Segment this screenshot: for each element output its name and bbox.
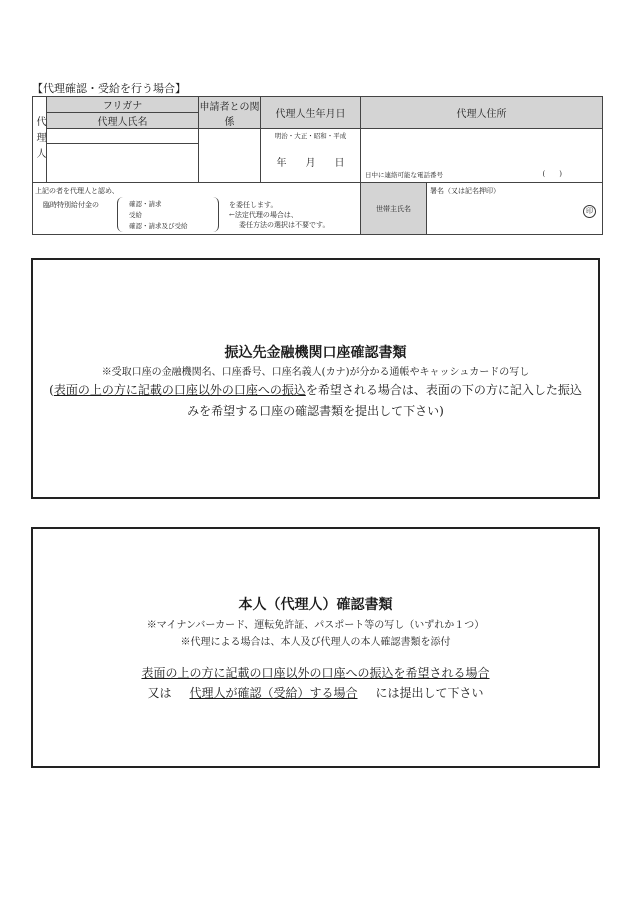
option-confirm-request[interactable]: 確認・請求: [129, 200, 162, 208]
day-label: 日: [334, 158, 345, 169]
legal-note-2: 委任方法の選択は不要です。: [239, 221, 330, 229]
identity-document-title: 本人（代理人）確認書類: [238, 597, 393, 613]
delegation-statement: [33, 183, 361, 235]
agent-name-header: 代理人氏名: [47, 113, 199, 129]
legal-note-1: ←法定代理の場合は、: [229, 211, 298, 219]
bank-document-box: [31, 258, 600, 499]
address-header: 代理人住所: [361, 97, 603, 129]
address-input[interactable]: [361, 129, 603, 183]
birthdate-input[interactable]: [261, 129, 361, 183]
identity-document-note2: ※代理による場合は、本人及び代理人の本人確認書類を添付: [180, 637, 451, 648]
agent-name-input[interactable]: [47, 144, 199, 183]
identity-document-box: [31, 527, 600, 768]
relationship-input[interactable]: [199, 129, 261, 183]
option-confirm-and-receive[interactable]: 確認・請求及び受給: [129, 222, 188, 230]
statement-line2: 臨時特別給付金の: [43, 201, 99, 209]
era-options: 明治・大正・昭和・平成: [274, 132, 347, 140]
option-receive[interactable]: 受給: [129, 211, 142, 219]
agent-vertical-label: 代理人: [33, 97, 47, 183]
agent-form-table: [32, 96, 603, 235]
identity-document-note1: ※マイナンバーカード、運転免許証、パスポート等の写し（いずれか１つ）: [146, 620, 485, 631]
condition-underlined: 代理人が確認（受給）する場合: [189, 686, 358, 700]
furigana-input[interactable]: [47, 129, 199, 144]
relationship-header: 申請者との関係: [199, 97, 261, 129]
month-label: 月: [305, 158, 316, 169]
signature-label: 署名（又は記名押印）: [430, 187, 500, 195]
householder-label: 世帯主氏名: [361, 183, 427, 235]
bank-document-title: 振込先金融機関口座確認書類: [224, 345, 407, 361]
section-title: 【代理確認・受給を行う場合】: [32, 82, 186, 95]
bank-document-note: ※受取口座の金融機関名、口座番号、口座名義人(カナ)が分かる通帳やキャッシュカードの写し: [101, 367, 530, 378]
condition-prefix: 又は: [147, 686, 172, 700]
identity-condition-1: 表面の上の方に記載の口座以外の口座への振込を希望される場合: [141, 666, 490, 680]
phone-paren: ( ): [542, 170, 562, 178]
condition-suffix: には提出して下さい: [375, 686, 484, 700]
year-label: 年: [276, 158, 287, 169]
signature-input[interactable]: [427, 183, 603, 235]
bank-document-instruction: (表面の上の方に記載の口座以外の口座への振込を希望される場合は、表面の下の方に記入した振込みを希望する口座の確認書類を提出して下さい): [49, 383, 582, 418]
statement-line1: 上記の者を代理人と認め、: [35, 187, 119, 195]
identity-condition-2: [33, 684, 598, 701]
birthdate-header: 代理人生年月日: [261, 97, 361, 129]
instruction-underlined: 表面の上の方に記載の口座以外の口座への振込: [53, 383, 306, 397]
phone-label: 日中に連絡可能な電話番号: [365, 171, 443, 179]
seal-icon: 印: [583, 205, 596, 218]
furigana-header: フリガナ: [47, 97, 199, 113]
entrust-text: を委任します。: [229, 201, 278, 209]
